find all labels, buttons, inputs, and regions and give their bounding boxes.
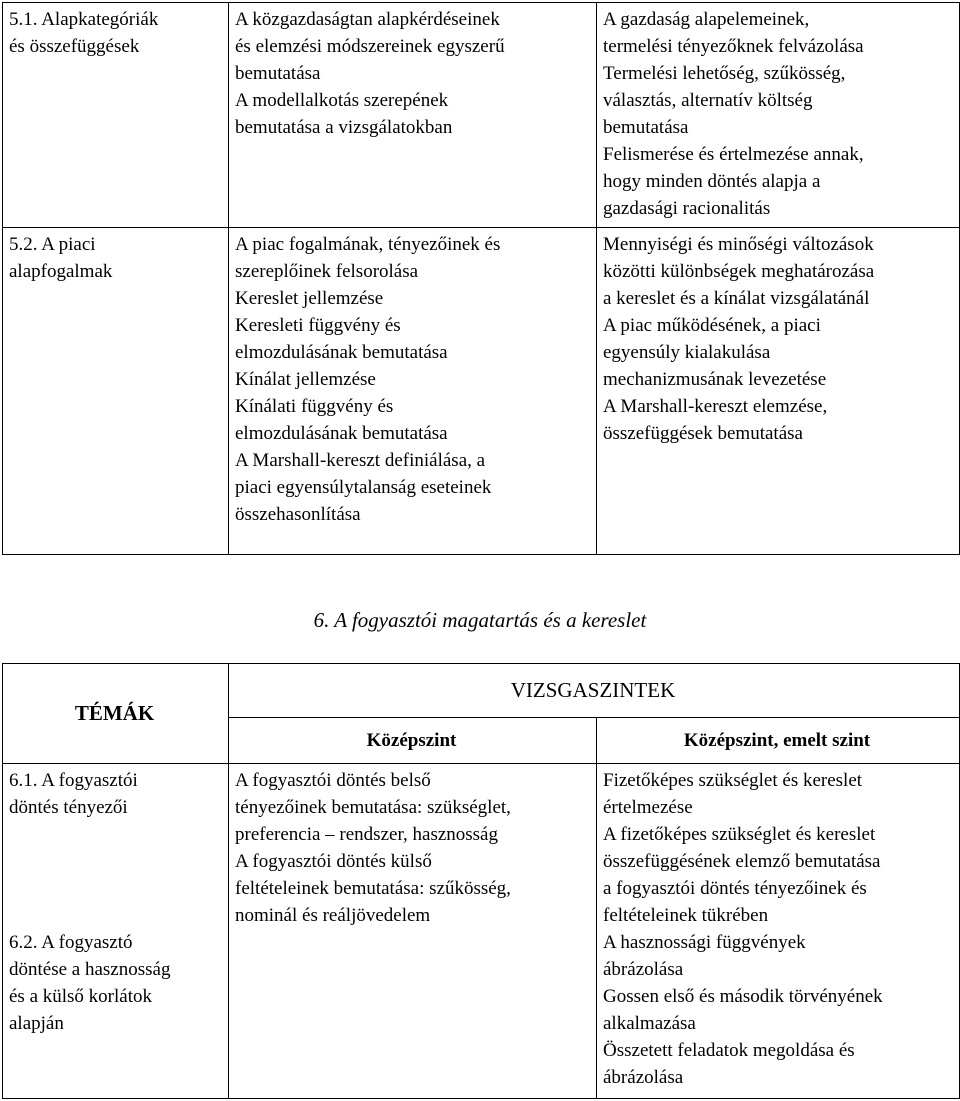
spacer <box>9 821 220 848</box>
emelt-text: Fizetőképes szükséglet és kereslet értelmezése A fizetőképes szükséglet és kereslet összefüggésének elemző bemutatása a fogyasztói döntés tényezőinek és feltételeinek tükrében A hasznossági függvények ábrázolása Gossen első és második törvényének alkalmazása Összetett feladatok megoldása és ábrázolása <box>603 770 883 1088</box>
spacer <box>9 902 220 929</box>
topic-text: 5.2. A piaci alapfogalmak <box>9 234 113 282</box>
temak-header: TÉMÁK <box>3 664 229 764</box>
table-row <box>3 764 960 1099</box>
kozepszint-cell <box>229 764 597 1099</box>
emelt-cell <box>597 228 960 555</box>
topic-text: 6.2. A fogyasztó döntése a hasznosság és a külső korlátok alapján <box>9 932 171 1034</box>
kozepszint-header: Középszint <box>229 718 597 764</box>
kozepszint-text: A fogyasztói döntés belső tényezőinek bemutatása: szükséglet, preferencia – rendszer, hasznosság A fogyasztói döntés külső feltételeinek bemutatása: szűkösség, nominál és reáljövedelem <box>235 770 511 926</box>
kozepszint-cell <box>229 228 597 555</box>
kozepszint-cell <box>229 3 597 228</box>
topic-cell <box>3 764 229 1099</box>
table-row <box>3 228 960 555</box>
curriculum-table-5 <box>2 2 960 555</box>
emelt-text: Mennyiségi és minőségi változások közötti különbségek meghatározása a kereslet és a kínálat vizsgálatánál A piac működésének, a piaci egyensúly kialakulása mechanizmusának levezetése A Marshall-kereszt elemzése, összefüggések bemutatása <box>603 234 875 444</box>
emelt-header: Középszint, emelt szint <box>597 718 960 764</box>
curriculum-table-6 <box>2 663 960 1099</box>
topic-cell <box>3 228 229 555</box>
topic-text: 6.1. A fogyasztói döntés tényezői <box>9 770 138 818</box>
header-row <box>3 664 960 718</box>
kozepszint-text: A közgazdaságtan alapkérdéseinek és elemzési módszereinek egyszerű bemutatása A modellalkotás szerepének bemutatása a vizsgálatokban <box>235 9 505 138</box>
emelt-text: A gazdaság alapelemeinek, termelési tényezőknek felvázolása Termelési lehetőség, szűkösség, választás, alternatív költség bemutatása Felismerése és értelmezése annak, hogy minden döntés alapja a gazdasági racionalitás <box>603 9 864 219</box>
topic-text: 5.1. Alapkategóriák és összefüggések <box>9 9 159 57</box>
table-row <box>3 3 960 228</box>
topic-cell <box>3 3 229 228</box>
emelt-cell <box>597 764 960 1099</box>
spacer <box>9 848 220 875</box>
section-title: 6. A fogyasztói magatartás és a kereslet <box>313 608 647 632</box>
vizsgaszintek-header: VIZSGASZINTEK <box>229 664 960 718</box>
emelt-cell <box>597 3 960 228</box>
spacer <box>9 875 220 902</box>
kozepszint-text: A piac fogalmának, tényezőinek és szereplőinek felsorolása Kereslet jellemzése Keresleti függvény és elmozdulásának bemutatása Kínálat jellemzése Kínálati függvény és elmozdulásának bemutatása A Marshall-kereszt definiálása, a piaci egyensúlytalanság eseteinek összehasonlítása <box>235 234 501 525</box>
